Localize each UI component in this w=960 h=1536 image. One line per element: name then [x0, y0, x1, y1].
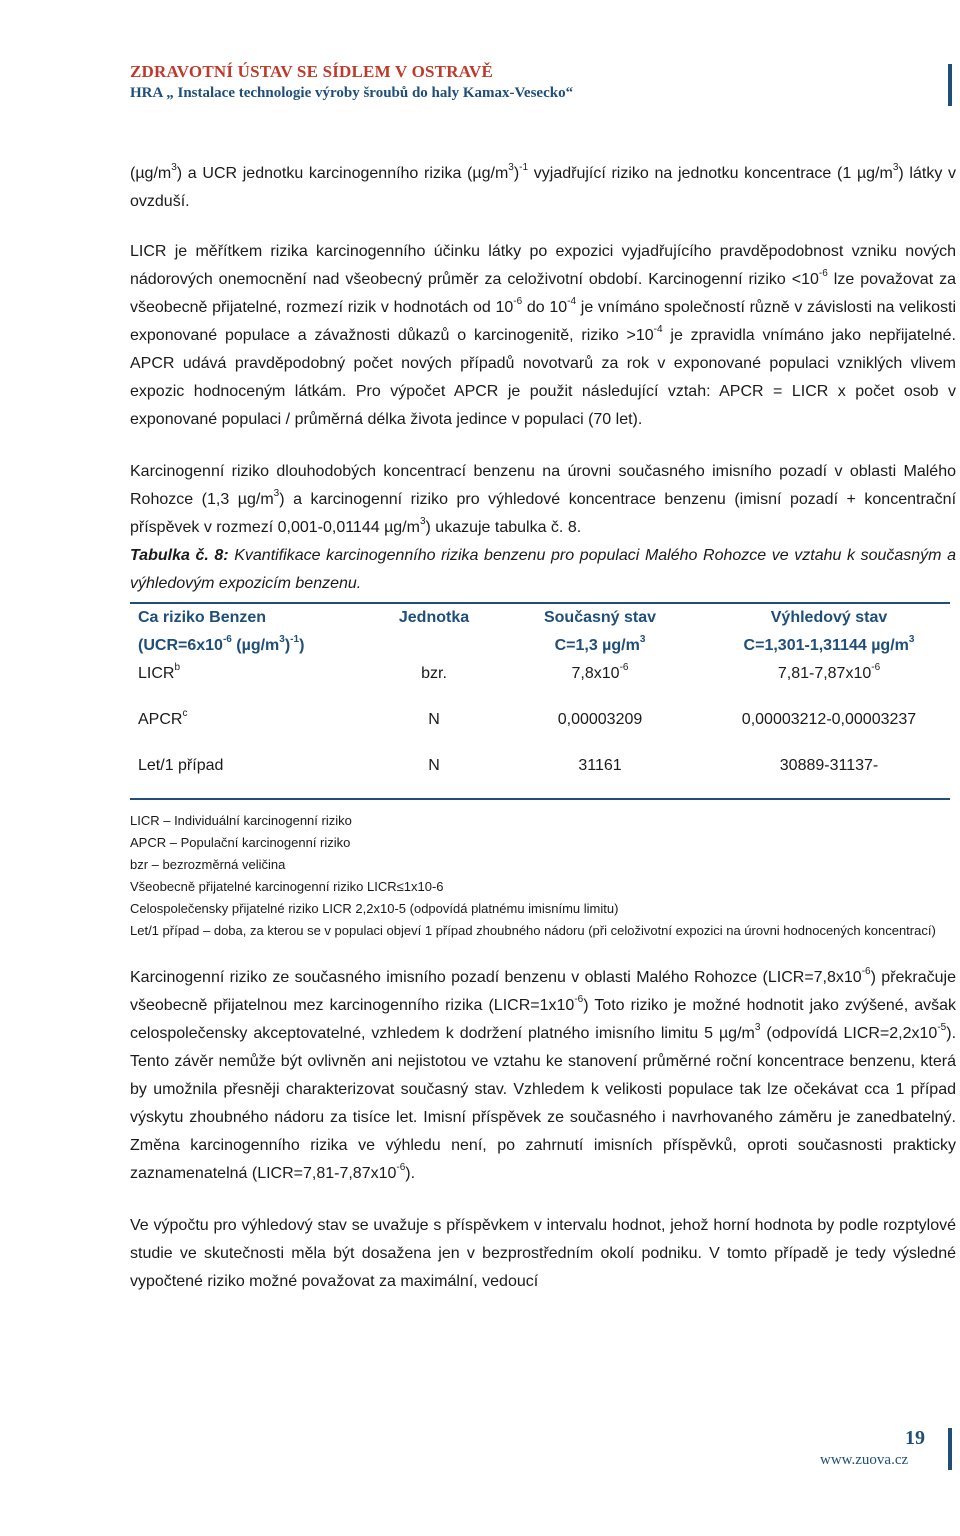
cell-unit: N: [428, 711, 440, 728]
table-caption: Tabulka č. 8: Kvantifikace karcinogenního rizika benzenu pro populaci Malého Rohozce ve vztahu k současným a výhledovým expozicím benzenu.: [130, 547, 957, 592]
table-header-row: [130, 603, 950, 660]
legend-item: Všeobecně přijatelné karcinogenní riziko LICR≤1x10-6: [130, 879, 444, 894]
page-number: 19: [905, 1427, 925, 1449]
institution-name: ZDRAVOTNÍ ÚSTAV SE SÍDLEM V OSTRAVĚ: [130, 62, 494, 81]
cell-future: 0,00003212-0,00003237: [741, 711, 917, 728]
cell-label: Let/1 případ: [130, 752, 376, 799]
table-row: [130, 752, 950, 799]
cell-current: $7,8x10^{-6}$: [571, 661, 629, 682]
cell-unit: bzr.: [421, 665, 447, 682]
col-header-unit: Jednotka: [376, 603, 492, 660]
paragraph-ucr: $(\mu g/m^3)$ a UCR jednotku karcinogenního rizika $(\mu g/m^3)^{-1}$ vyjadřující riziko na jednotku koncentrace (1 $\mu g/m^3$) látky v ovzduší.: [130, 161, 957, 210]
cell-label: APCR$^c$: [138, 707, 188, 728]
cell-label: LICR$^b$: [138, 661, 181, 682]
col-header-current: Současný stav C=1,3 $\mu g/m^3$: [492, 603, 708, 660]
paragraph-benzene-risk: Karcinogenní riziko dlouhodobých koncentrací benzenu na úrovni současného imisního pozadí v oblasti Malého Rohozce (1,3 $\mu g/m^3$) a karcinogenní riziko pro výhledové koncentrace benzenu (imisní pozadí + koncentrační příspěvek v rozmezí 0,001-0,01144 $\mu g/m^3$) ukazuje tabulka č. 8.: [130, 463, 957, 536]
header-accent-bar: [948, 64, 952, 106]
cell-unit: N: [376, 752, 492, 799]
cell-current: 0,00003209: [557, 711, 643, 728]
paragraph-conclusion: Karcinogenní riziko ze současného imisního pozadí benzenu v oblasti Malého Rohozce $(LICR=7,8x10^{-6})$ překračuje všeobecně přijatelnou mez karcinogenního rizika $(LICR=1x10^{-6})$ Toto riziko je možné hodnotit jako zvýšené, avšak celospolečensky akceptovatelné, vzhledem k dodržení platného imisního limitu 5 $\mu g/m^3$ (odpovídá $LICR=2,2x10^{-5}$). Tento závěr nemůže být ovlivněn ani nejistotou ve vztahu ke stanovení průměrné roční koncentrace benzenu, která by umožnila přesněji charakterizovat současný stav. Vzhledem k velikosti populace tak lze očekávat cca 1 případ výskytu zhoubného nádoru za tisíce let. Imisní příspěvek ze současného i navrhovaného záměru je zanedbatelný. Změna karcinogenního rizika ve výhledu není, po zahrnutí imisních příspěvků, oproti současnosti prakticky zaznamenatelná $(LICR=7,81-7,87x10^{-6})$.: [130, 965, 957, 1182]
footer-url: www.zuova.cz: [820, 1452, 909, 1468]
table-row: [130, 706, 950, 752]
document-body: [130, 160, 956, 1296]
legend-item: LICR – Individuální karcinogenní riziko: [130, 813, 352, 828]
legend-item: bzr – bezrozměrná veličina: [130, 857, 286, 872]
cell-current: 31161: [492, 752, 708, 799]
cell-future: $7,81-7,87x10^{-6}$: [777, 661, 881, 682]
cell-future: 30889-31137-: [708, 752, 950, 799]
legend-item: Celospolečensky přijatelné riziko LICR 2,2x10-5 (odpovídá platnému imisnímu limitu): [130, 901, 619, 916]
footer-accent-bar: [948, 1428, 952, 1470]
table-legend: [130, 810, 956, 942]
col-header-risk: Ca riziko Benzen ($UCR=6x10^{-6}$ $(\mu g/m^3)^{-1}$): [130, 603, 376, 660]
paragraph-forecast: Ve výpočtu pro výhledový stav se uvažuje s příspěvkem v intervalu hodnot, jehož horní hodnota by podle rozptylové studie ve skutečnosti měla být dosažena jen v bezprostředním okolí podniku. V tomto případě je tedy výsledné vypočtené riziko možné považovat za maximální, vedoucí: [130, 1217, 956, 1290]
page-header: [130, 62, 950, 102]
col-header-future: Výhledový stav C=1,301-1,31144 $\mu g/m^3$: [708, 603, 950, 660]
paragraph-licr: LICR je měřítkem rizika karcinogenního účinku látky po expozici vyjadřujícího pravděpodobnost vzniku nových nádorových onemocnění nad všeobecný průměr za celoživotní období. Karcinogenní riziko $<10^{-6}$ lze považovat za všeobecně přijatelné, rozmezí rizik v hodnotách od $10^{-6}$ do $10^{-4}$ je vnímáno společností různě v závislosti na velikosti exponované populace a závažnosti důkazů o karcinogenitě, riziko $>10^{-4}$ je zpravidla vnímáno jako nepřijatelné. APCR udává pravděpodobný počet nových případů novotvarů za rok v exponované populaci vzniklých vlivem expozic hodnoceným látkám. Pro výpočet APCR je použit následující vztah: APCR = LICR x počet osob v exponované populaci / průměrná délka života jedince v populaci (70 let).: [130, 243, 957, 428]
table-row: [130, 660, 950, 706]
legend-item: APCR – Populační karcinogenní riziko: [130, 835, 351, 850]
legend-item: Let/1 případ – doba, za kterou se v populaci objeví 1 případ zhoubného nádoru (při celoživotní expozici na úrovni hodnocených koncentrací): [130, 923, 936, 938]
risk-table: [130, 602, 950, 800]
document-subtitle: HRA „ Instalace technologie výroby šroubů do haly Kamax-Vesecko“: [130, 85, 574, 101]
